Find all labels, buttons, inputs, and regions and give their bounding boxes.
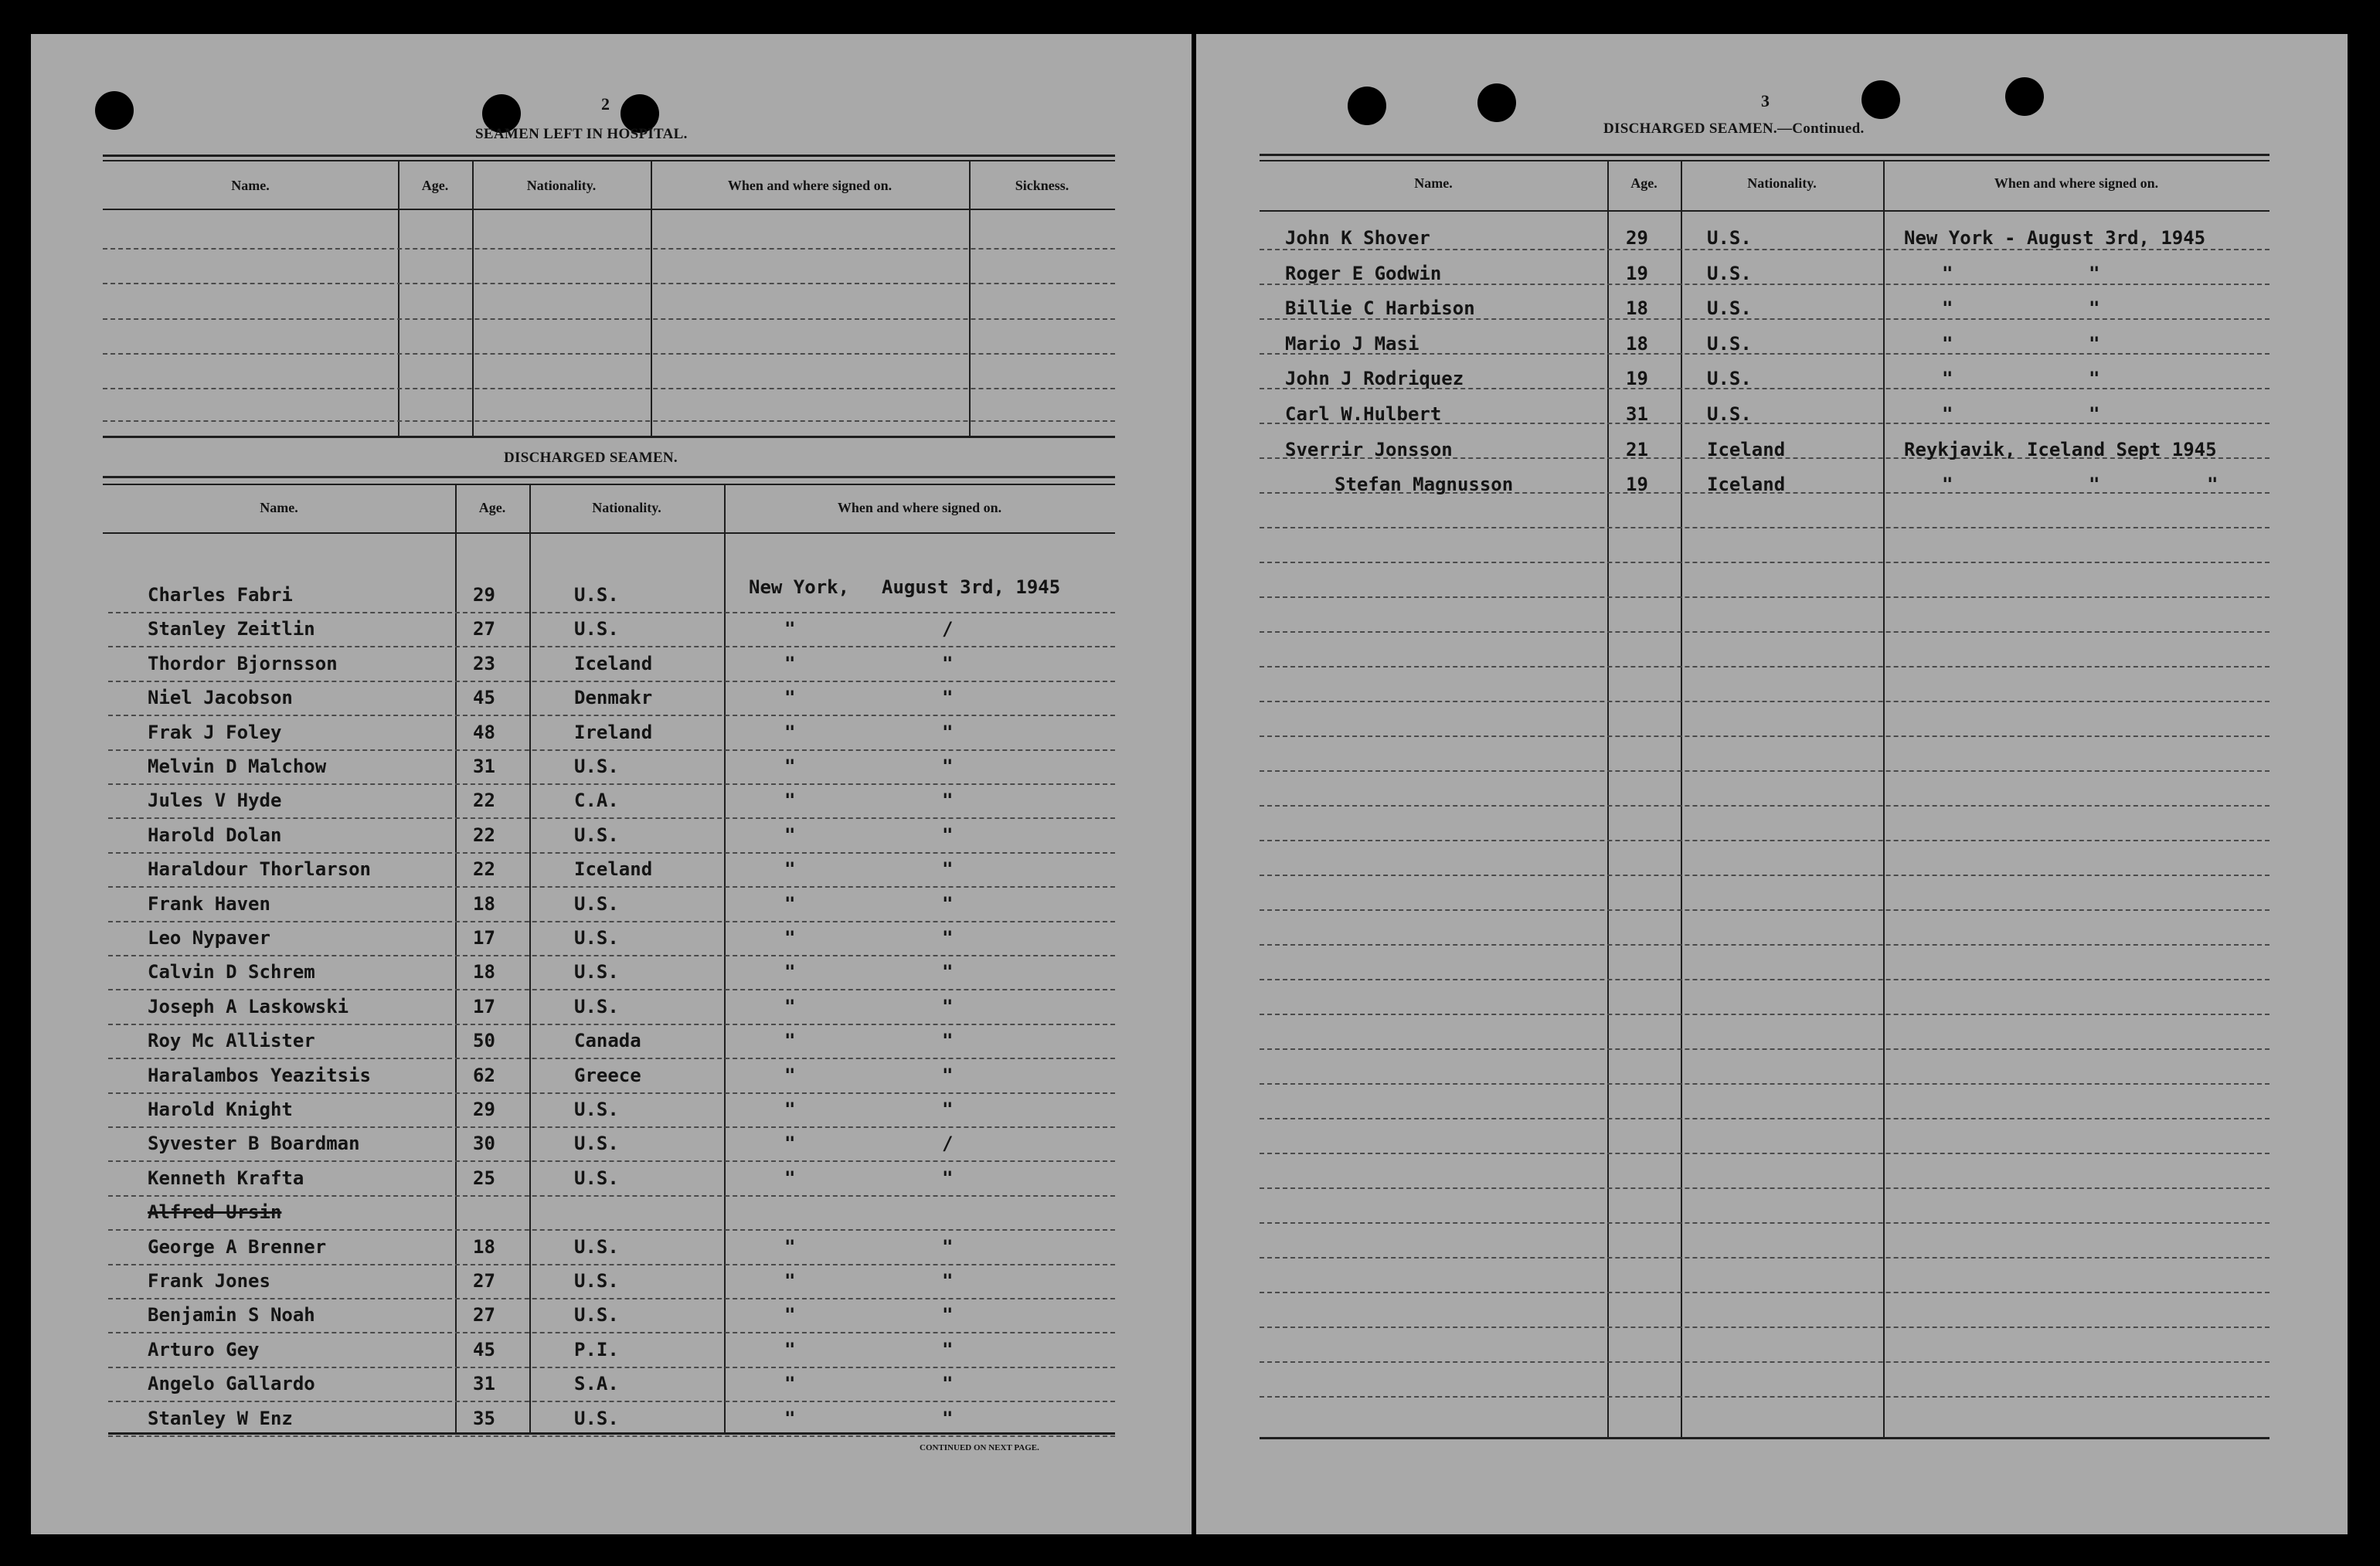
signed-on-date: " — [942, 722, 954, 743]
entry-line — [108, 1401, 1115, 1402]
right-page — [1196, 34, 2348, 1534]
signed-on-date: " — [942, 1030, 954, 1051]
seaman-name: Kenneth Krafta — [148, 1167, 304, 1189]
seaman-nationality: U.S. — [574, 1167, 619, 1189]
seaman-age: 30 — [473, 1133, 495, 1154]
signed-on-place: " — [784, 1339, 796, 1360]
table-rule — [108, 1432, 1115, 1435]
seaman-name: Charles Fabri — [148, 584, 293, 606]
seaman-nationality: P.I. — [574, 1339, 619, 1360]
signed-on-date: " — [2089, 263, 2100, 284]
entry-line — [1260, 1187, 2270, 1189]
signed-on-place: " — [784, 961, 796, 983]
signed-on-place: " — [784, 1270, 796, 1292]
signed-on-date: " — [942, 858, 954, 880]
entry-line — [1260, 1292, 2270, 1293]
seaman-age: 21 — [1626, 439, 1648, 460]
seaman-name: Arturo Gey — [148, 1339, 260, 1360]
seaman-name: Benjamin S Noah — [148, 1304, 315, 1326]
signed-on-date: " — [942, 1167, 954, 1189]
signed-on-place: " — [784, 1408, 796, 1429]
seaman-name: Alfred Ursin — [148, 1201, 282, 1223]
entry-line — [1260, 249, 2270, 250]
entry-line — [108, 646, 1115, 647]
table-rule — [103, 532, 1115, 534]
column-divider — [455, 484, 457, 1432]
signed-on-place: " — [784, 722, 796, 743]
seaman-age: 45 — [473, 687, 495, 708]
entry-line — [1260, 701, 2270, 702]
seaman-name: Mario J Masi — [1285, 333, 1420, 355]
left-page — [31, 34, 1192, 1534]
page-number: 2 — [601, 94, 610, 114]
seaman-name: Stanley Zeitlin — [148, 618, 315, 640]
seaman-nationality: U.S. — [1707, 227, 1752, 249]
signed-on: Reykjavik, Iceland Sept 1945 — [1904, 439, 2217, 460]
signed-on-place: " — [784, 790, 796, 811]
seaman-nationality: U.S. — [574, 1408, 619, 1429]
seaman-nationality: U.S. — [574, 961, 619, 983]
signed-on-place: " — [1942, 368, 1953, 389]
signed-on-place: " — [784, 756, 796, 777]
seaman-name: Carl W.Hulbert — [1285, 403, 1442, 425]
table-rule — [1260, 154, 2270, 156]
discharged-section-title: DISCHARGED SEAMEN. — [504, 450, 678, 466]
seaman-age: 27 — [473, 618, 495, 640]
seaman-nationality: U.S. — [574, 756, 619, 777]
seaman-age: 27 — [473, 1304, 495, 1326]
seaman-age: 48 — [473, 722, 495, 743]
punch-hole — [95, 91, 134, 130]
seaman-nationality: Iceland — [1707, 474, 1786, 495]
seaman-name: Roger E Godwin — [1285, 263, 1442, 284]
seaman-name: George A Brenner — [148, 1236, 327, 1258]
signed-on-place: " — [1942, 297, 1953, 319]
signed-on-place: " — [784, 1065, 796, 1086]
seaman-name: Sverrir Jonsson — [1285, 439, 1453, 460]
seaman-age: 62 — [473, 1065, 495, 1086]
column-divider — [1607, 160, 1609, 1437]
seaman-name: John J Rodriquez — [1285, 368, 1464, 389]
seaman-nationality: Greece — [574, 1065, 641, 1086]
column-divider — [1681, 160, 1682, 1437]
signed-on-place: " — [784, 1167, 796, 1189]
signed-on-date: " — [942, 996, 954, 1017]
entry-line — [108, 989, 1115, 990]
entry-line — [1260, 1327, 2270, 1328]
signed-on-place: " — [1942, 333, 1953, 355]
entry-line — [108, 783, 1115, 785]
table-rule — [103, 209, 1115, 210]
entry-line — [108, 1298, 1115, 1299]
signed-on-place: New York, — [749, 576, 850, 598]
seaman-nationality: U.S. — [574, 927, 619, 949]
entry-line — [108, 886, 1115, 888]
col-header-name: Name. — [231, 178, 270, 193]
entry-line — [108, 749, 1115, 751]
seaman-age: 22 — [473, 824, 495, 846]
signed-on-date: " — [942, 1236, 954, 1258]
col-header-age: Age. — [421, 178, 449, 193]
seaman-age: 17 — [473, 927, 495, 949]
seaman-nationality: S.A. — [574, 1373, 619, 1394]
signed-on-place: " — [784, 653, 796, 674]
seaman-nationality: U.S. — [574, 893, 619, 915]
col-header-name: Name. — [260, 500, 298, 515]
seaman-name: Billie C Harbison — [1285, 297, 1475, 319]
seaman-age: 31 — [473, 1373, 495, 1394]
entry-line — [108, 1024, 1115, 1025]
seaman-nationality: U.S. — [574, 1304, 619, 1326]
seaman-age: 23 — [473, 653, 495, 674]
seaman-nationality: Iceland — [574, 858, 653, 880]
entry-line — [108, 1092, 1115, 1094]
table-rule — [103, 476, 1115, 478]
signed-on-place: " — [784, 1133, 796, 1154]
entry-line — [1260, 875, 2270, 876]
entry-line — [108, 1264, 1115, 1265]
seaman-age: 18 — [473, 961, 495, 983]
table-rule — [103, 436, 1115, 438]
seaman-name: Leo Nypaver — [148, 927, 270, 949]
entry-line — [108, 1195, 1115, 1197]
entry-line — [108, 612, 1115, 613]
entry-line — [1260, 979, 2270, 980]
seaman-nationality: U.S. — [574, 996, 619, 1017]
col-header-sickness: Sickness. — [1015, 178, 1069, 193]
table-rule — [1260, 210, 2270, 212]
seaman-nationality: U.S. — [574, 1133, 619, 1154]
seaman-age: 19 — [1626, 474, 1648, 495]
entry-line — [1260, 562, 2270, 563]
entry-line — [1260, 1083, 2270, 1085]
entry-line — [1260, 596, 2270, 598]
signed-on-date: " — [942, 1304, 954, 1326]
seaman-nationality: Iceland — [574, 653, 653, 674]
seaman-name: Melvin D Malchow — [148, 756, 327, 777]
punch-hole — [2005, 77, 2044, 116]
entry-line — [103, 420, 1115, 422]
seaman-name: Thordor Bjornsson — [148, 653, 338, 674]
signed-on-place: " — [784, 687, 796, 708]
seaman-nationality: Ireland — [574, 722, 653, 743]
seaman-age: 27 — [473, 1270, 495, 1292]
col-header-nationality: Nationality. — [526, 178, 597, 193]
entry-line — [103, 353, 1115, 355]
entry-line — [1260, 1153, 2270, 1154]
entry-line — [1260, 909, 2270, 911]
seaman-age: 18 — [473, 1236, 495, 1258]
entry-line — [1260, 1014, 2270, 1015]
punch-hole — [1348, 87, 1386, 125]
signed-on-date: " — [942, 1065, 954, 1086]
entry-line — [108, 681, 1115, 682]
signed-on-date: " — [942, 756, 954, 777]
signed-on-place: " — [1942, 263, 1953, 284]
signed-on-date: " — [942, 790, 954, 811]
seaman-age: 29 — [1626, 227, 1648, 249]
col-header-signed-on: When and where signed on. — [1994, 175, 2159, 191]
table-rule — [103, 160, 1115, 161]
seaman-name: Frak J Foley — [148, 722, 282, 743]
entry-line — [1260, 770, 2270, 772]
seaman-nationality: U.S. — [574, 1099, 619, 1120]
signed-on-place: " — [1942, 403, 1953, 425]
entry-line — [108, 1435, 1115, 1437]
seaman-name: Calvin D Schrem — [148, 961, 315, 983]
signed-on-place: " — [1942, 474, 1953, 495]
seaman-name: John K Shover — [1285, 227, 1430, 249]
entry-line — [1260, 1361, 2270, 1363]
seaman-age: 35 — [473, 1408, 495, 1429]
signed-on-date: " — [942, 1339, 954, 1360]
signed-on-date: " — [942, 927, 954, 949]
seaman-name: Stanley W Enz — [148, 1408, 293, 1429]
seaman-name: Frank Jones — [148, 1270, 270, 1292]
seaman-age: 17 — [473, 996, 495, 1017]
signed-on-place: " — [784, 824, 796, 846]
seaman-name: Angelo Gallardo — [148, 1373, 315, 1394]
entry-line — [108, 955, 1115, 956]
col-header-signed-on: When and where signed on. — [837, 500, 1002, 515]
entry-line — [108, 817, 1115, 819]
seaman-nationality: Iceland — [1707, 439, 1786, 460]
entry-line — [108, 1367, 1115, 1368]
seaman-nationality: U.S. — [1707, 297, 1752, 319]
entry-line — [103, 388, 1115, 389]
seaman-age: 19 — [1626, 368, 1648, 389]
signed-on-date: " — [2089, 297, 2100, 319]
signed-on-date: " — [2089, 368, 2100, 389]
seaman-nationality: U.S. — [1707, 368, 1752, 389]
signed-on-place: " — [784, 618, 796, 640]
seaman-nationality: C.A. — [574, 790, 619, 811]
signed-on-date: / — [942, 618, 954, 640]
seaman-name: Syvester B Boardman — [148, 1133, 360, 1154]
seaman-age: 31 — [473, 756, 495, 777]
signed-on-place: " — [784, 893, 796, 915]
entry-line — [1260, 944, 2270, 946]
seaman-name: Stefan Magnusson — [1334, 474, 1514, 495]
entry-line — [1260, 666, 2270, 668]
signed-on-date: August 3rd, 1945 — [882, 576, 1061, 598]
signed-on-place: " — [784, 1030, 796, 1051]
signed-on-date: " — [942, 961, 954, 983]
signed-on-date: " — [2089, 474, 2100, 495]
signed-on-year: " — [2207, 474, 2218, 495]
entry-line — [103, 318, 1115, 320]
column-divider — [1883, 160, 1885, 1437]
signed-on-date: " — [942, 1099, 954, 1120]
signed-on-place: " — [784, 996, 796, 1017]
seaman-nationality: Canada — [574, 1030, 641, 1051]
seaman-age: 18 — [473, 893, 495, 915]
entry-line — [103, 248, 1115, 250]
signed-on-place: " — [784, 1236, 796, 1258]
punch-hole — [1477, 83, 1516, 122]
seaman-nationality: Denmakr — [574, 687, 653, 708]
seaman-nationality: U.S. — [574, 1270, 619, 1292]
signed-on: New York - August 3rd, 1945 — [1904, 227, 2206, 249]
column-divider — [651, 160, 652, 436]
signed-on-place: " — [784, 1099, 796, 1120]
seaman-name: Jules V Hyde — [148, 790, 282, 811]
seaman-age: 18 — [1626, 297, 1648, 319]
seaman-nationality: U.S. — [574, 1236, 619, 1258]
seaman-age: 19 — [1626, 263, 1648, 284]
entry-line — [1260, 527, 2270, 528]
entry-line — [1260, 1118, 2270, 1119]
entry-line — [1260, 631, 2270, 633]
seaman-age: 25 — [473, 1167, 495, 1189]
signed-on-date: " — [2089, 403, 2100, 425]
entry-line — [1260, 1257, 2270, 1259]
seaman-nationality: U.S. — [1707, 263, 1752, 284]
col-header-nationality: Nationality. — [592, 500, 661, 515]
col-header-name: Name. — [1414, 175, 1453, 191]
column-divider — [724, 484, 726, 1432]
entry-line — [1260, 735, 2270, 737]
column-divider — [969, 160, 971, 436]
seaman-age: 29 — [473, 584, 495, 606]
entry-line — [1260, 805, 2270, 807]
seaman-age: 50 — [473, 1030, 495, 1051]
seaman-age: 18 — [1626, 333, 1648, 355]
signed-on-date: " — [942, 687, 954, 708]
page-number: 3 — [1761, 91, 1770, 110]
entry-line — [1260, 1222, 2270, 1224]
table-rule — [1260, 1437, 2270, 1439]
seaman-nationality: U.S. — [574, 584, 619, 606]
entry-line — [108, 852, 1115, 854]
entry-line — [1260, 1396, 2270, 1398]
col-header-age: Age. — [478, 500, 506, 515]
signed-on-date: " — [942, 1270, 954, 1292]
seaman-name: Niel Jacobson — [148, 687, 293, 708]
entry-line — [1260, 1048, 2270, 1050]
signed-on-date: " — [942, 1373, 954, 1394]
seaman-nationality: U.S. — [1707, 403, 1752, 425]
seaman-age: 22 — [473, 858, 495, 880]
column-divider — [472, 160, 474, 436]
seaman-age: 45 — [473, 1339, 495, 1360]
signed-on-date: " — [942, 1408, 954, 1429]
signed-on-place: " — [784, 1373, 796, 1394]
entry-line — [108, 1058, 1115, 1059]
signed-on-place: " — [784, 927, 796, 949]
col-header-age: Age. — [1630, 175, 1658, 191]
seaman-nationality: U.S. — [574, 618, 619, 640]
seaman-name: Haraldour Thorlarson — [148, 858, 371, 880]
seaman-nationality: U.S. — [1707, 333, 1752, 355]
table-rule — [103, 155, 1115, 157]
entry-line — [1260, 840, 2270, 841]
col-header-nationality: Nationality. — [1747, 175, 1817, 191]
entry-line — [108, 921, 1115, 922]
entry-line — [108, 715, 1115, 716]
section-title: DISCHARGED SEAMEN.—Continued. — [1603, 121, 1865, 137]
seaman-name: Roy Mc Allister — [148, 1030, 315, 1051]
hospital-section-title: SEAMEN LEFT IN HOSPITAL. — [475, 126, 688, 142]
entry-line — [108, 1160, 1115, 1162]
column-divider — [529, 484, 531, 1432]
continued-note: CONTINUED ON NEXT PAGE. — [920, 1443, 1039, 1452]
seaman-age: 31 — [1626, 403, 1648, 425]
col-header-signed-on: When and where signed on. — [727, 178, 892, 193]
seaman-name: Haralambos Yeazitsis — [148, 1065, 371, 1086]
signed-on-date: " — [942, 824, 954, 846]
seaman-name: Frank Haven — [148, 893, 270, 915]
entry-line — [108, 1332, 1115, 1333]
entry-line — [108, 1126, 1115, 1128]
seaman-nationality: U.S. — [574, 824, 619, 846]
signed-on-date: " — [2089, 333, 2100, 355]
seaman-name: Joseph A Laskowski — [148, 996, 349, 1017]
entry-line — [103, 283, 1115, 284]
seaman-name: Harold Knight — [148, 1099, 293, 1120]
seaman-age: 22 — [473, 790, 495, 811]
entry-line — [108, 1229, 1115, 1231]
column-divider — [398, 160, 400, 436]
signed-on-date: " — [942, 653, 954, 674]
table-rule — [103, 484, 1115, 485]
seaman-age: 29 — [473, 1099, 495, 1120]
signed-on-place: " — [784, 1304, 796, 1326]
punch-hole — [1862, 80, 1900, 119]
signed-on-place: " — [784, 858, 796, 880]
signed-on-date: / — [942, 1133, 954, 1154]
table-rule — [1260, 160, 2270, 161]
seaman-name: Harold Dolan — [148, 824, 282, 846]
signed-on-date: " — [942, 893, 954, 915]
